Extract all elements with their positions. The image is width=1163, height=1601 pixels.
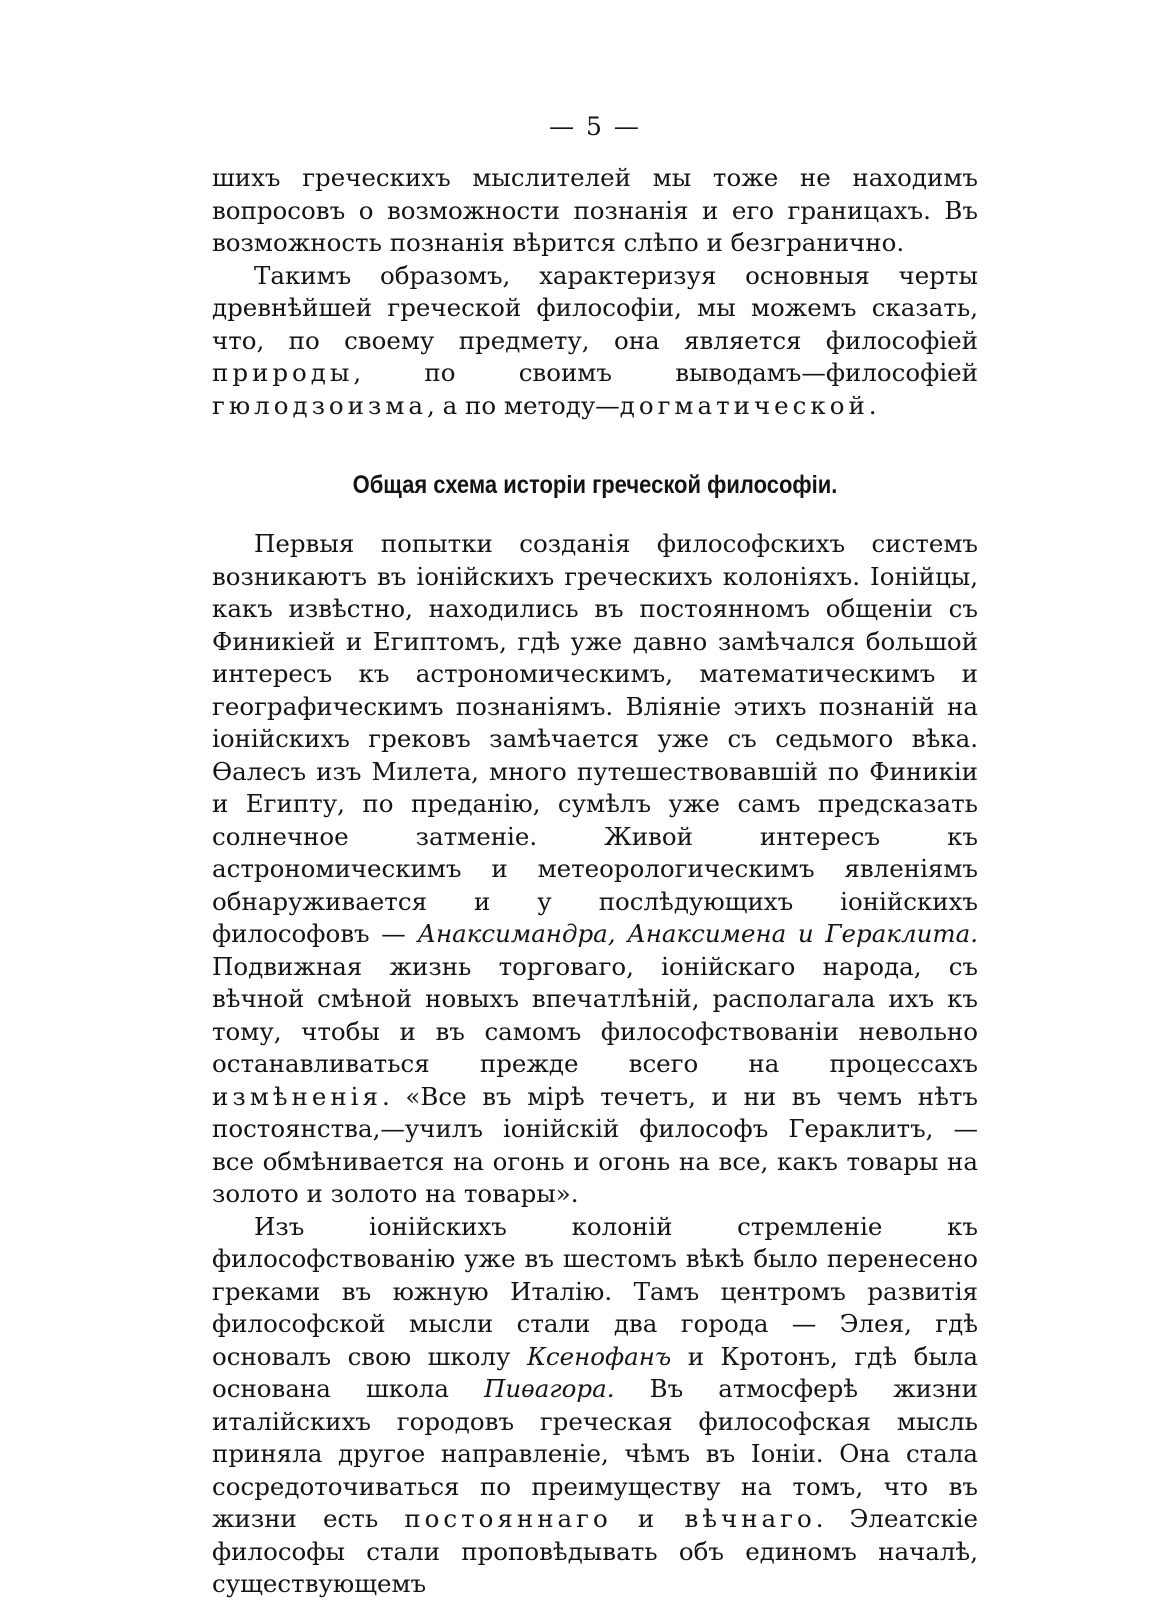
emphasis-run: и	[637, 1504, 659, 1533]
text-run: и Кротонъ, гдѣ была основана школа	[212, 1341, 978, 1403]
emphasis-run: постояннаго	[404, 1504, 612, 1533]
italic-run: Пиѳагора.	[484, 1374, 615, 1403]
text-run: Первыя попытки созданія философскихъ системъ возникаютъ въ іонійскихъ греческихъ колоніяхъ. Іонійцы, какъ извѣстно, находились въ постоянномъ общеніи съ Финикіей и Египтомъ, гдѣ уже давно замѣчался большой интересъ къ астрономическимъ, математическимъ и географическимъ познаніямъ. Вліяніе этихъ познаній на іонійскихъ грековъ замѣчается уже съ седьмого вѣка. Ѳалесъ изъ Милета, много путешествовавшій по Финикіи и Египту, по преданію, сумѣлъ уже самъ предсказать солнечное затменіе. Живой интересъ къ астрономическимъ и метеорологическимъ явленіямъ обнаруживается и у послѣдующихъ іонійскихъ философовъ —	[212, 529, 978, 948]
italic-run: Ксенофанъ	[526, 1341, 672, 1371]
text-run: . «Все въ мірѣ течетъ, и ни въ чемъ нѣтъ постоянства,—училъ іонійскій философъ Гераклитъ, — все обмѣнивается на огонь и огонь на все, какъ товары на золото и золото на товары».	[212, 1081, 978, 1208]
emphasis-run: природы	[212, 358, 354, 387]
emphasis-run: гюлодзоизма	[212, 390, 428, 420]
text-run	[658, 1504, 684, 1533]
italic-run: Анаксимандра, Анаксимена и Гераклита.	[417, 919, 978, 948]
text-run	[612, 1504, 638, 1533]
paragraph-1	[212, 162, 978, 260]
text-run: , а по методу—	[427, 390, 620, 420]
paragraph-4	[212, 1211, 978, 1601]
page-number: — 5 —	[549, 112, 641, 141]
emphasis-run: вѣчнаго	[684, 1504, 816, 1533]
paragraph-2	[212, 260, 978, 423]
text-run: Изъ іонійскихъ колоній стремленіе къ философствованію уже въ шестомъ вѣкѣ было перенесено греками въ южную Италію. Тамъ центромъ развитія философской мысли стали два города — Элея, гдѣ основалъ свою школу	[212, 1211, 978, 1371]
document-page	[212, 110, 978, 1601]
text-run: .	[868, 390, 877, 420]
paragraph-1-text: шихъ греческихъ мыслителей мы тоже не находимъ вопросовъ о возможности познанія и его границахъ. Въ возможность познанія вѣрится слѣпо и безгранично.	[212, 163, 978, 257]
paragraph-3	[212, 528, 978, 1211]
text-run: Подвижная жизнь торговаго, іонійскаго народа, съ вѣчной смѣной новыхъ впечатлѣній, располагала ихъ къ тому, чтобы и въ самомъ философствованіи невольно останавливаться прежде всего на процессахъ	[212, 951, 978, 1078]
emphasis-run: догматической	[619, 390, 869, 420]
section-heading: Общая схема исторіи греческой философіи.	[352, 471, 838, 499]
text-run: Въ атмосферѣ жизни италійскихъ городовъ греческая философская мысль приняла другое направленіе, чѣмъ въ Іоніи. Она стала сосредоточиваться по преимуществу на томъ, что въ жизни есть	[212, 1374, 978, 1533]
emphasis-run: измѣненія	[212, 1081, 382, 1111]
text-run: Такимъ образомъ, характеризуя основныя черты древнѣйшей греческой философіи, мы можемъ сказать, что, по своему предмету, она является философіей	[212, 260, 978, 355]
text-run: . Элеатскіе философы стали проповѣдывать объ единомъ началѣ, существующемъ	[212, 1504, 979, 1598]
text-run: , по своимъ выводамъ—философіей	[353, 358, 978, 387]
